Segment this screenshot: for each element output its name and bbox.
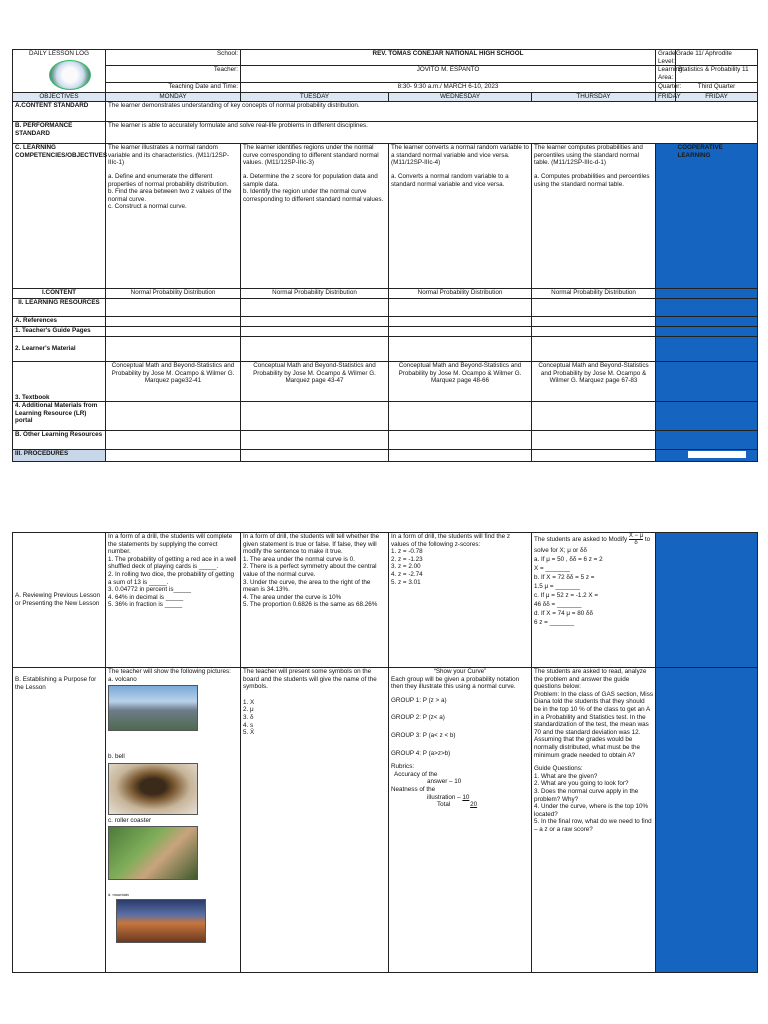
rubric-total-label: Total [437, 801, 451, 809]
content-monday: Normal Probability Distribution [106, 289, 241, 299]
purpose-tue-intro: The teacher will present some symbols on the board and the students will give the name of the symbols. [243, 668, 377, 691]
comp-mon-line: The learner illustrates a normal random variable and its characteristics. (M11/12SP-IIIc-1) [108, 144, 229, 167]
teacher-label: Teacher: [106, 66, 241, 82]
content-friday [656, 289, 758, 299]
competencies-friday-spacer [656, 144, 676, 289]
date-value: 8:30- 9:30 a.m./ MARCH 6-10, 2023 [241, 82, 656, 92]
purpose-label [13, 668, 106, 973]
item-c-mu: μ [545, 592, 550, 599]
roller-coaster-image [108, 826, 198, 880]
purpose-thu-line: 2. What are you going to look for? [534, 780, 629, 788]
comp-wed-line: a. Converts a normal random variable to a standard normal variable and vice versa. [391, 172, 509, 188]
activity-intro: Each group will be given a probability notation then they illustrate this using a normal curve. [391, 675, 520, 691]
rev-wed-line: 3. z = 2.00 [391, 563, 421, 571]
rev-thu-item-b [534, 573, 653, 591]
rev-thu-intro-text: The students are asked to Modify [534, 536, 628, 544]
other-resources-label: B. Other Learning Resources [13, 431, 106, 450]
purpose-mon-intro: The teacher will show the following pictures: [108, 668, 231, 675]
z-formula-den: δ [634, 540, 638, 546]
tg-friday [656, 327, 758, 337]
quarter-value: Third Quarter [676, 82, 758, 92]
rubric-accuracy-score: answer – 10 [427, 778, 462, 786]
item-a-z: z = 2 [588, 556, 603, 563]
am-friday [656, 402, 758, 431]
quarter-label-cell: Quarter: [656, 82, 676, 92]
area-value: Statistics & Probability 11 [676, 66, 758, 82]
symbol-item: 5. X̄ [243, 729, 255, 737]
grade-cell [676, 50, 758, 66]
textbook-tuesday: Conceptual Math and Beyond-Statistics and Probability by Jose M. Ocampo & Wilmer G. Marquez page 43-47 [241, 362, 389, 402]
rev-wed-line: 1. z = -0.78 [391, 548, 423, 556]
textbook-label: 3. Textbook [13, 362, 106, 402]
comp-thu-line: a. Computes probabilities and percentiles using the standard normal table. [534, 172, 650, 188]
white-bar [688, 451, 746, 458]
col-tuesday: TUESDAY [241, 93, 389, 102]
content-standard-label: A.CONTENT STANDARD [13, 102, 106, 122]
rev-mon-line: 2. In rolling two dice, the probability of getting a sum of 13 is _____. [108, 570, 235, 586]
purpose-thu-line: 1. What are the given? [534, 772, 598, 780]
group-3: GROUP 3: P (a< z < b) [391, 731, 456, 739]
lm-friday [656, 337, 758, 362]
competencies-thursday [532, 144, 656, 289]
performance-standard-label: B. PERFORMANCE STANDARD [13, 122, 106, 144]
item-d-delta: δδ [585, 610, 593, 617]
competencies-friday: COOPERATIVE LEARNING [676, 144, 758, 289]
deped-seal-logo [49, 60, 91, 90]
reviewing-wednesday [389, 533, 532, 668]
comp-mon-line: c. Construct a normal curve. [108, 203, 187, 211]
rubric-total-line [391, 801, 529, 809]
rev-thu-intro2: to solve for X; [534, 536, 651, 554]
symbol-item: 4. s [243, 721, 254, 729]
purpose-thursday [532, 668, 656, 973]
item-c-x: X = [588, 592, 599, 599]
pic-label-mountain: d. mountain [108, 892, 129, 898]
delta-symbol: δδ [580, 547, 588, 554]
comp-mon-line: b. Find the area between two z values of the normal curve. [108, 188, 232, 203]
item-d-d-val: 6 [534, 619, 538, 626]
item-b-mu: μ [544, 583, 549, 590]
date-label: Teaching Date and Time: [106, 82, 241, 92]
rev-wed-line: In a form of drill, the students will find the z values of the following z-scores: [391, 533, 510, 548]
item-d-pre: d. If X = 74 [534, 610, 565, 617]
item-a-mu: μ [546, 556, 550, 563]
references-label: A. References [13, 317, 106, 327]
comp-tue-line: b. Identify the region under the normal curve corresponding to different standard normal values. [243, 188, 384, 203]
item-b-d-val: = 5 [575, 574, 585, 581]
comp-mon-line: a. Define and enumerate the different properties of normal probability distribution. [108, 172, 229, 188]
item-a-pre: a. If [534, 556, 545, 563]
comp-wed-line: The learner converts a normal random variable to a standard normal variable and vice versa. (M11/12SP-IIIc-4) [391, 144, 529, 167]
content-label: I.CONTENT [13, 289, 106, 299]
item-b-delta: δδ [566, 574, 574, 581]
purpose-thu-line: 4. Under the curve, where is the top 10% located? [534, 803, 649, 818]
rev-mon-line: 1. The probability of getting a red ace in a well shuffled deck of playing cards is _____. [108, 555, 237, 571]
col-friday-b: FRIDAY [676, 93, 758, 102]
rubric-total-score: 20 [470, 801, 478, 809]
item-b-z: z = [585, 574, 595, 581]
comp-tue-line: The learner identifies regions under the normal curve corresponding to different standard normal values. (M11/12SP-IIIc-3) [243, 144, 379, 167]
purpose-thu-line: Guide Questions: [534, 765, 583, 773]
content-thursday: Normal Probability Distribution [532, 289, 656, 299]
reviewing-friday [656, 533, 758, 668]
content-wednesday: Normal Probability Distribution [389, 289, 532, 299]
rubric-accuracy: Accuracy of the [394, 770, 438, 778]
item-a-mu-val: = 50 , [551, 556, 568, 563]
textbook-monday: Conceptual Math and Beyond-Statistics and Probability by Jose M. Ocampo & Wilmer G. Marquez page32-41 [106, 362, 241, 402]
purpose-wednesday [389, 668, 532, 973]
col-monday: MONDAY [106, 93, 241, 102]
rev-wed-line: 5. z = 3.01 [391, 578, 421, 586]
olr-friday [656, 431, 758, 450]
rev-tue-line: 4. The area under the curve is 10% [243, 593, 342, 601]
comp-thu-line: The learner computes probabilities and percentiles using the standard normal table. (M11/12SP-IIIc-d-1) [534, 144, 643, 167]
lesson-log-table-top [12, 49, 758, 462]
item-a-x: X = _______ [534, 565, 570, 572]
rev-thu-intro [534, 533, 653, 555]
procedures-label: III. PROCEDURES [13, 450, 106, 462]
rev-tue-line: 1. The area under the normal curve is 0. [243, 555, 355, 563]
textbook-wednesday: Conceptual Math and Beyond-Statistics and Probability by Jose M. Ocampo & Wilmer G. Marquez page 48-66 [389, 362, 532, 402]
group-4: GROUP 4: P (a>z>b) [391, 749, 451, 757]
rev-mon-line: 5. 36% in fraction is _____ [108, 601, 183, 609]
purpose-label-text: B. Establishing a Purpose for the Lesson [15, 676, 97, 691]
purpose-friday [656, 668, 758, 973]
teachers-guide-label: 1. Teacher's Guide Pages [13, 327, 106, 337]
item-c-mu-val: = 52 [551, 592, 564, 599]
lesson-log-table-procedures [12, 532, 758, 973]
rubric-neatness-line [391, 794, 529, 802]
rev-thu-item-d [534, 609, 653, 627]
rev-tue-line: 2. There is a perfect symmetry about the central value of the normal curve. [243, 563, 377, 578]
learners-material-label: 2. Learner's Material [13, 337, 106, 362]
mu-symbol: μ [567, 547, 571, 554]
item-d-mu-val: = 80 [571, 610, 585, 617]
learning-resources-label: II. LEARNING RESOURCES [13, 299, 106, 317]
rubric-neatness-label: illustration – [427, 793, 461, 801]
item-b-z-val: 1.5 [534, 583, 543, 590]
rubric-title: Rubrics: [391, 763, 415, 771]
pic-label-volcano: a. volcano [108, 675, 137, 683]
reviewing-label-text: A. Reviewing Previous Lesson or Presenting the New Lesson [15, 592, 101, 607]
rev-tue-line: 3. Under the curve, the area to the right of the mean is 34.13%. [243, 578, 371, 594]
col-objectives: OBJECTIVES [13, 93, 106, 102]
pic-label-bell: b. bell [108, 753, 125, 761]
item-c-d-tail: = _______ [551, 601, 582, 608]
grade-value: Grade 11/ Aphrodite [676, 50, 732, 57]
content-standard-text: The learner demonstrates understanding of key concepts of normal probability distribution. [106, 102, 758, 122]
log-title: DAILY LESSON LOG [29, 50, 89, 57]
col-wednesday: WEDNESDAY [389, 93, 532, 102]
school-value: REV. TOMAS CONEJAR NATIONAL HIGH SCHOOL [241, 50, 656, 66]
lr-friday [656, 299, 758, 317]
item-c-delta: δδ [542, 601, 550, 608]
item-b-mu-tail: = _______ [549, 583, 580, 590]
rev-thu-item-c [534, 591, 653, 609]
item-c-z: z = -1.2 [565, 592, 587, 599]
reviewing-monday [106, 533, 241, 668]
rev-wed-line: 2. z = -1.23 [391, 555, 423, 563]
item-c-x-val: 46 [534, 601, 542, 608]
textbook-thursday: Conceptual Math and Beyond-Statistics and Probability by Jose M. Ocampo & Wilmer G. Marquez page 67-83 [532, 362, 656, 402]
purpose-monday [106, 668, 241, 973]
purpose-thu-line: Problem: In the class of GAS section, Miss Diana told the students that they should be in the top 10 % of the class to get an A in a Probability and Statistics test. In the standardization of the test, the mean was 70 and the standard deviation was 12. Assuming that the grades would be normally distributed, what must be the minimum grade needed to obtain A? [534, 690, 653, 759]
symbol-item: 2. μ [243, 706, 254, 714]
z-formula-num: X − μ [628, 533, 644, 539]
log-title-cell [13, 50, 106, 93]
rev-thu-item-a [534, 555, 653, 573]
bell-image [108, 763, 198, 815]
tb-friday [656, 362, 758, 402]
item-d-z: z = _______ [539, 619, 575, 626]
rev-wed-line: 4. z = -2.74 [391, 570, 423, 578]
rev-tue-line: 5. The proportion 0.6826 is the same as 68.26% [243, 601, 378, 609]
purpose-thu-line: 5. In the final row, what do we need to find – a z or a raw score? [534, 818, 652, 833]
volcano-image [108, 685, 198, 731]
symbol-item: 1. X [243, 698, 255, 706]
rev-tue-line: In a form of drill, the students will tell whether the given statement is true or false. If false, they will modify the sentence to make it true. [243, 533, 380, 556]
content-tuesday: Normal Probability Distribution [241, 289, 389, 299]
item-a-d-val: = 6 [578, 556, 588, 563]
activity-title: “Show your Curve” [433, 668, 487, 675]
rev-mon-line: In a form of a drill, the students will complete the statements by supplying the correct number. [108, 533, 233, 556]
ref-friday [656, 317, 758, 327]
rev-mon-line: 3. 0.04772 in percent is_____ [108, 586, 191, 594]
grade-label-cell: Grade Level: [656, 50, 676, 66]
col-friday-a: FRIDAY [656, 93, 676, 102]
teacher-value: JOVITO M. ESPANTO [241, 66, 656, 82]
reviewing-label [13, 533, 106, 668]
reviewing-thursday [532, 533, 656, 668]
reviewing-tuesday [241, 533, 389, 668]
school-label: School: [106, 50, 241, 66]
symbol-item: 3. δ [243, 713, 254, 721]
rev-mon-line: 4. 64% in decimal is _____ [108, 593, 184, 601]
z-formula [629, 533, 643, 546]
purpose-tuesday [241, 668, 389, 973]
additional-materials-label: 4. Additional Materials from Learning Resource (LR) portal [13, 402, 106, 431]
mountain-image [116, 899, 206, 943]
item-c-pre: c. If [534, 592, 545, 599]
or-text: or [572, 547, 579, 554]
group-2: GROUP 2: P (z< a) [391, 714, 445, 722]
proc-friday [656, 450, 758, 462]
pic-label-roller-coaster: c. roller coaster [108, 816, 152, 824]
performance-standard-text: The learner is able to accurately formulate and solve real-life problems in different disciplines. [106, 122, 758, 144]
purpose-thu-line: The students are asked to read, analyze the problem and answer the guide questions below: [534, 668, 647, 691]
competencies-label: C. LEARNING COMPETENCIES/OBJECTIVES [13, 144, 106, 289]
rubric-neatness-score: 10 [462, 793, 470, 801]
rubric-neatness: Neatness of the [391, 785, 436, 793]
group-1: GROUP 1: P (z > a) [391, 696, 447, 704]
competencies-monday [106, 144, 241, 289]
area-label-cell: Learning Area: [656, 66, 676, 82]
comp-tue-line: a. Determine the z score for population data and sample data. [243, 172, 378, 188]
item-b-pre: b. If X = 72 [534, 574, 565, 581]
competencies-wednesday [389, 144, 532, 289]
item-a-delta: δδ [569, 556, 577, 563]
competencies-tuesday [241, 144, 389, 289]
item-d-mu: μ [566, 610, 571, 617]
purpose-thu-line: 3. Does the normal curve apply in the problem? Why? [534, 787, 639, 803]
col-thursday: THURSDAY [532, 93, 656, 102]
